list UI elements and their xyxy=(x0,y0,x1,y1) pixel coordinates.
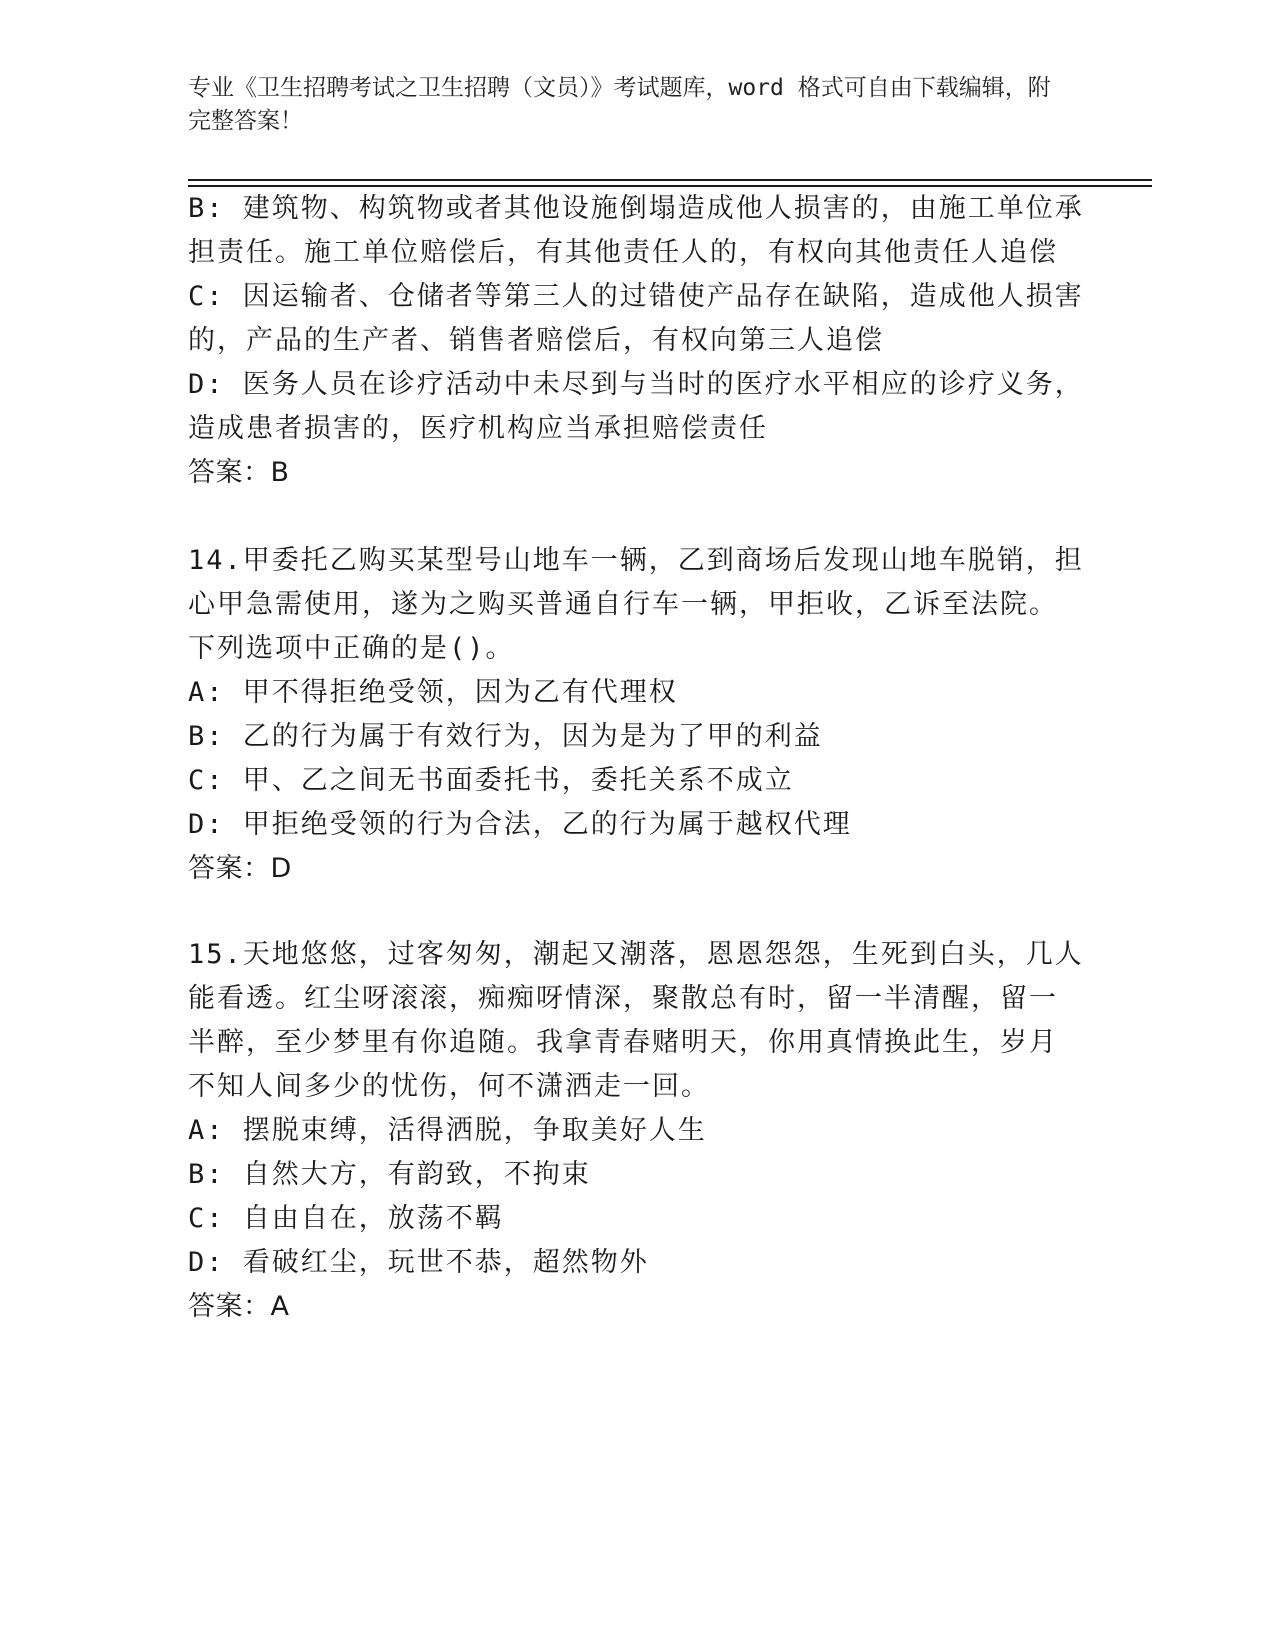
q14-stem-line2: 心甲急需使用，遂为之购买普通自行车一辆，甲拒收，乙诉至法院。 xyxy=(188,589,1058,620)
q14-option-b: B: 乙的行为属于有效行为，因为是为了甲的利益 xyxy=(188,721,823,752)
header-rule-top xyxy=(188,179,1152,181)
q15-option-c: C: 自由自在，放荡不羁 xyxy=(188,1203,504,1234)
q14-option-d: D: 甲拒绝受领的行为合法，乙的行为属于越权代理 xyxy=(188,809,852,840)
q15-option-a: A: 摆脱束缚，活得洒脱，争取美好人生 xyxy=(188,1115,707,1146)
q14-answer: 答案：D xyxy=(188,853,292,884)
page-header: 专业《卫生招聘考试之卫生招聘（文员）》考试题库，word 格式可自由下载编辑，附完整答案！ xyxy=(188,75,1051,134)
q13-option-b-line2: 担责任。施工单位赔偿后，有其他责任人的，有权向其他责任人追偿 xyxy=(188,237,1058,268)
q13-option-d-line2: 造成患者损害的，医疗机构应当承担赔偿责任 xyxy=(188,413,768,444)
q15-stem-line4: 不知人间多少的忧伤，何不潇洒走一回。 xyxy=(188,1071,710,1102)
q15-answer: 答案：A xyxy=(188,1291,290,1322)
q15-stem-line3: 半醉，至少梦里有你追随。我拿青春赌明天，你用真情换此生，岁月 xyxy=(188,1027,1058,1058)
q15-stem-line2: 能看透。红尘呀滚滚，痴痴呀情深，聚散总有时，留一半清醒，留一 xyxy=(188,983,1058,1014)
q13-answer: 答案：B xyxy=(188,457,290,488)
q15-option-d: D: 看破红尘，玩世不恭，超然物外 xyxy=(188,1247,649,1278)
q14-option-a: A: 甲不得拒绝受领，因为乙有代理权 xyxy=(188,677,678,708)
q14-option-c: C: 甲、乙之间无书面委托书，委托关系不成立 xyxy=(188,765,794,796)
q14-stem-line1: 14.甲委托乙购买某型号山地车一辆，乙到商场后发现山地车脱销，担 xyxy=(188,545,1084,576)
q15-stem-line1: 15.天地悠悠，过客匆匆，潮起又潮落，恩恩怨怨，生死到白头，几人 xyxy=(188,939,1084,970)
q13-option-d-line1: D: 医务人员在诊疗活动中未尽到与当时的医疗水平相应的诊疗义务， xyxy=(188,369,1084,400)
q13-option-c-line2: 的，产品的生产者、销售者赔偿后，有权向第三人追偿 xyxy=(188,325,884,356)
q13-option-b-line1: B: 建筑物、构筑物或者其他设施倒塌造成他人损害的，由施工单位承 xyxy=(188,193,1084,224)
q13-option-c-line1: C: 因运输者、仓储者等第三人的过错使产品存在缺陷，造成他人损害 xyxy=(188,281,1084,312)
q15-option-b: B: 自然大方，有韵致，不拘束 xyxy=(188,1159,591,1190)
q14-stem-line3: 下列选项中正确的是()。 xyxy=(188,633,515,664)
